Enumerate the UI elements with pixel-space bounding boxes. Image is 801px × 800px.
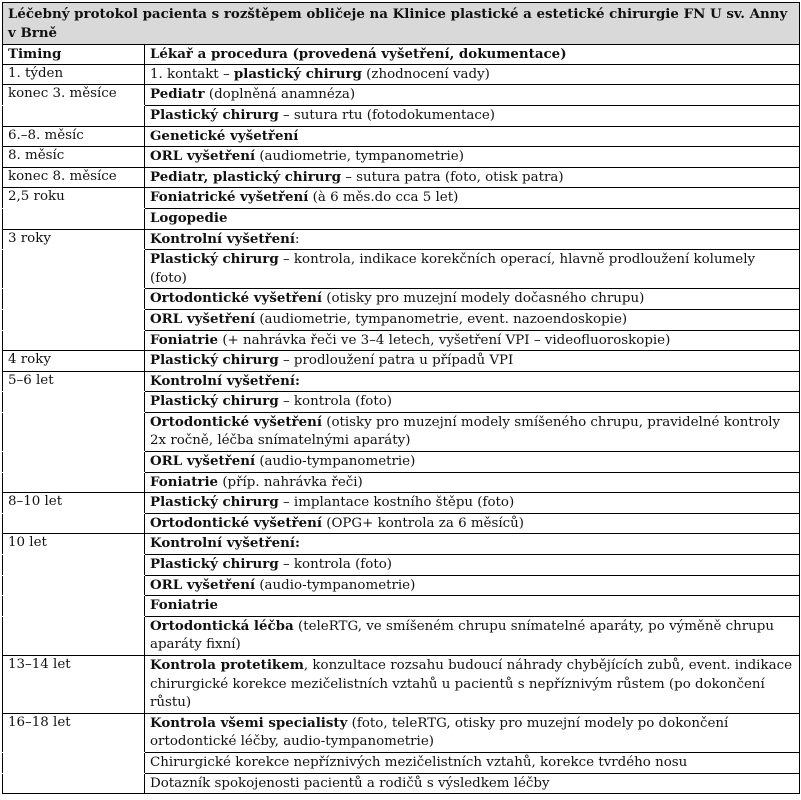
procedure-detail: Chirurgické korekce nepříznivých mezičelistních vztahů, korekce tvrdého nosu [150, 754, 688, 770]
timing-cell [3, 309, 145, 330]
procedure-specialist: Foniatrie [150, 473, 219, 490]
procedure-detail: (teleRTG, ve smíšeném chrupu snímatelné aparáty, po výměně chrupu aparáty fixní) [150, 618, 774, 653]
procedure-cell [145, 713, 800, 752]
procedure-detail: (foto, teleRTG, otisky pro muzejní modely po dokončení ortodontické léčby, audio-tympanometrie) [150, 715, 729, 750]
procedure-cell [145, 452, 800, 473]
procedure-specialist: Ortodontické vyšetření [150, 290, 322, 307]
procedure-detail: (příp. nahrávka řeči) [218, 474, 363, 490]
table-row [3, 330, 800, 351]
procedure-detail: (audio-tympanometrie) [255, 454, 416, 470]
procedure-cell [145, 555, 800, 576]
procedure-specialist: Foniatrie [150, 597, 219, 614]
procedure-specialist: Ortodontické vyšetření [150, 413, 322, 430]
timing-cell [3, 472, 145, 493]
column-header-timing: Timing [3, 45, 145, 65]
timing-cell: 4 roky [3, 351, 145, 372]
timing-cell [3, 773, 145, 794]
procedure-detail: (+ nahrávka řeči ve 3–4 letech, vyšetření VPI – videofluoroskopie) [218, 332, 671, 348]
table-row [3, 752, 800, 773]
procedure-specialist: plastický chirurg [233, 65, 362, 82]
timing-cell [3, 392, 145, 413]
procedure-cell [145, 147, 800, 168]
column-header-row [3, 45, 800, 65]
procedure-detail: – kontrola, indikace korekčních operací, hlavně prodloužení kolumely (foto) [150, 252, 756, 286]
procedure-specialist: Kontrola všemi specialisty [150, 714, 348, 731]
table-row [3, 147, 800, 168]
procedure-detail: (otisky pro muzejní modely dočasného chrupu) [321, 291, 645, 307]
procedure-specialist: Plastický chirurg [150, 106, 279, 123]
timing-cell [3, 330, 145, 351]
table-row [3, 85, 800, 106]
procedure-detail: (otisky pro muzejní modely smíšeného chrupu, pravidelné kontroly 2x ročně, léčba snímatelnými aparáty) [150, 414, 781, 449]
procedure-specialist: Plastický chirurg [150, 393, 279, 410]
table-row [3, 713, 800, 752]
procedure-specialist: ORL vyšetření [150, 576, 256, 593]
timing-cell: 2,5 roku [3, 188, 145, 209]
procedure-detail: : [294, 231, 300, 247]
timing-cell: 13–14 let [3, 656, 145, 714]
procedure-specialist: Plastický chirurg [150, 352, 279, 369]
procedure-detail: – implantace kostního štěpu (foto) [278, 495, 515, 511]
timing-cell [3, 513, 145, 534]
protocol-table [2, 2, 800, 794]
timing-cell [3, 289, 145, 310]
table-row [3, 309, 800, 330]
procedure-cell [145, 330, 800, 351]
protocol-table-wrapper [2, 2, 799, 794]
procedure-cell [145, 493, 800, 514]
table-row [3, 472, 800, 493]
table-row [3, 371, 800, 392]
table-row [3, 229, 800, 250]
table-row [3, 289, 800, 310]
procedure-cell [145, 208, 800, 229]
timing-cell: 3 roky [3, 229, 145, 250]
procedure-specialist: ORL vyšetření [150, 148, 256, 165]
table-row [3, 513, 800, 534]
timing-cell [3, 752, 145, 773]
procedure-cell [145, 64, 800, 85]
procedure-cell [145, 513, 800, 534]
procedure-specialist: Genetické vyšetření [150, 127, 299, 144]
procedure-cell [145, 412, 800, 451]
procedure-cell [145, 85, 800, 106]
procedure-specialist: Plastický chirurg [150, 556, 279, 573]
table-row [3, 412, 800, 451]
table-row [3, 126, 800, 147]
procedure-detail: – kontrola (foto) [278, 394, 392, 410]
procedure-specialist: Logopedie [150, 209, 228, 226]
timing-cell: 8–10 let [3, 493, 145, 514]
timing-cell: 10 let [3, 534, 145, 555]
procedure-specialist: Plastický chirurg [150, 251, 279, 268]
procedure-detail: 1. kontakt – [150, 66, 234, 82]
timing-cell [3, 616, 145, 655]
procedure-specialist: Kontrola protetikem [150, 657, 304, 673]
table-title-row [3, 3, 800, 45]
procedure-specialist: Kontrolní vyšetření: [150, 535, 300, 552]
procedure-detail: – kontrola (foto) [278, 557, 392, 573]
procedure-specialist: ORL vyšetření [150, 310, 256, 327]
table-row [3, 105, 800, 126]
procedure-cell [145, 229, 800, 250]
procedure-detail: , konzultace rozsahu budoucí náhrady chybějících zubů, event. indikace chirurgické korekce mezičelistních vztahů u pacientů s nepříznivým růstem (po dokončení růstu) [150, 658, 792, 711]
procedure-cell [145, 289, 800, 310]
timing-cell [3, 452, 145, 473]
procedure-specialist: Plastický chirurg [150, 494, 279, 511]
table-row [3, 596, 800, 617]
timing-cell: konec 8. měsíce [3, 167, 145, 188]
procedure-specialist: Foniatrické vyšetření [150, 189, 309, 206]
procedure-cell [145, 596, 800, 617]
procedure-specialist: Foniatrie [150, 331, 219, 348]
table-row [3, 616, 800, 655]
procedure-cell [145, 250, 800, 289]
table-row [3, 534, 800, 555]
procedure-specialist: Ortodontické vyšetření [150, 514, 322, 531]
procedure-cell [145, 392, 800, 413]
table-row [3, 773, 800, 794]
table-row [3, 575, 800, 596]
timing-cell [3, 412, 145, 451]
timing-cell [3, 208, 145, 229]
table-body [3, 3, 800, 794]
procedure-cell [145, 371, 800, 392]
procedure-cell [145, 773, 800, 794]
table-row [3, 64, 800, 85]
timing-cell: 6.–8. měsíc [3, 126, 145, 147]
table-row [3, 493, 800, 514]
procedure-detail: (zhodnocení vady) [361, 66, 490, 82]
procedure-detail: Dotazník spokojenosti pacientů a rodičů s výsledkem léčby [150, 775, 550, 791]
table-title: Léčebný protokol pacienta s rozštěpem obličeje na Klinice plastické a estetické chirurgie FN U sv. Anny v Brně [3, 3, 800, 45]
procedure-cell [145, 126, 800, 147]
procedure-cell [145, 534, 800, 555]
table-row [3, 392, 800, 413]
table-row [3, 250, 800, 289]
table-row [3, 167, 800, 188]
timing-cell: konec 3. měsíce [3, 85, 145, 106]
table-row [3, 351, 800, 372]
timing-cell: 8. měsíc [3, 147, 145, 168]
procedure-detail: (audiometrie, tympanometrie) [255, 149, 464, 165]
procedure-specialist: Pediatr, plastický chirurg [150, 168, 341, 185]
procedure-detail: (doplněná anamnéza) [204, 87, 356, 103]
timing-cell [3, 575, 145, 596]
procedure-specialist: Kontrolní vyšetření [150, 230, 295, 247]
procedure-detail: (audiometrie, tympanometrie, event. nazoendoskopie) [255, 311, 628, 327]
procedure-specialist: Ortodontická léčba [150, 617, 294, 634]
procedure-cell [145, 616, 800, 655]
table-row [3, 656, 800, 714]
timing-cell [3, 105, 145, 126]
procedure-cell [145, 472, 800, 493]
timing-cell: 16–18 let [3, 713, 145, 752]
timing-cell [3, 250, 145, 289]
table-row [3, 208, 800, 229]
procedure-cell [145, 105, 800, 126]
procedure-cell [145, 167, 800, 188]
procedure-cell [145, 188, 800, 209]
procedure-specialist: Pediatr [150, 86, 205, 103]
procedure-detail: – prodloužení patra u případů VPI [278, 353, 514, 369]
procedure-cell [145, 309, 800, 330]
timing-cell: 1. týden [3, 64, 145, 85]
procedure-detail: (OPG+ kontrola za 6 měsíců) [321, 515, 524, 531]
procedure-detail: – sutura rtu (fotodokumentace) [278, 107, 496, 123]
procedure-detail: (audio-tympanometrie) [255, 577, 416, 593]
timing-cell [3, 596, 145, 617]
timing-cell [3, 555, 145, 576]
procedure-cell [145, 575, 800, 596]
table-row [3, 452, 800, 473]
procedure-detail: (à 6 měs.do cca 5 let) [308, 190, 459, 206]
table-row [3, 555, 800, 576]
procedure-cell [145, 656, 800, 714]
procedure-detail: – sutura patra (foto, otisk patra) [340, 169, 564, 185]
procedure-cell [145, 752, 800, 773]
procedure-cell [145, 351, 800, 372]
procedure-specialist: ORL vyšetření [150, 453, 256, 470]
column-header-procedure: Lékař a procedura (provedená vyšetření, dokumentace) [145, 45, 800, 65]
timing-cell: 5–6 let [3, 371, 145, 392]
procedure-specialist: Kontrolní vyšetření: [150, 372, 300, 389]
table-row [3, 188, 800, 209]
